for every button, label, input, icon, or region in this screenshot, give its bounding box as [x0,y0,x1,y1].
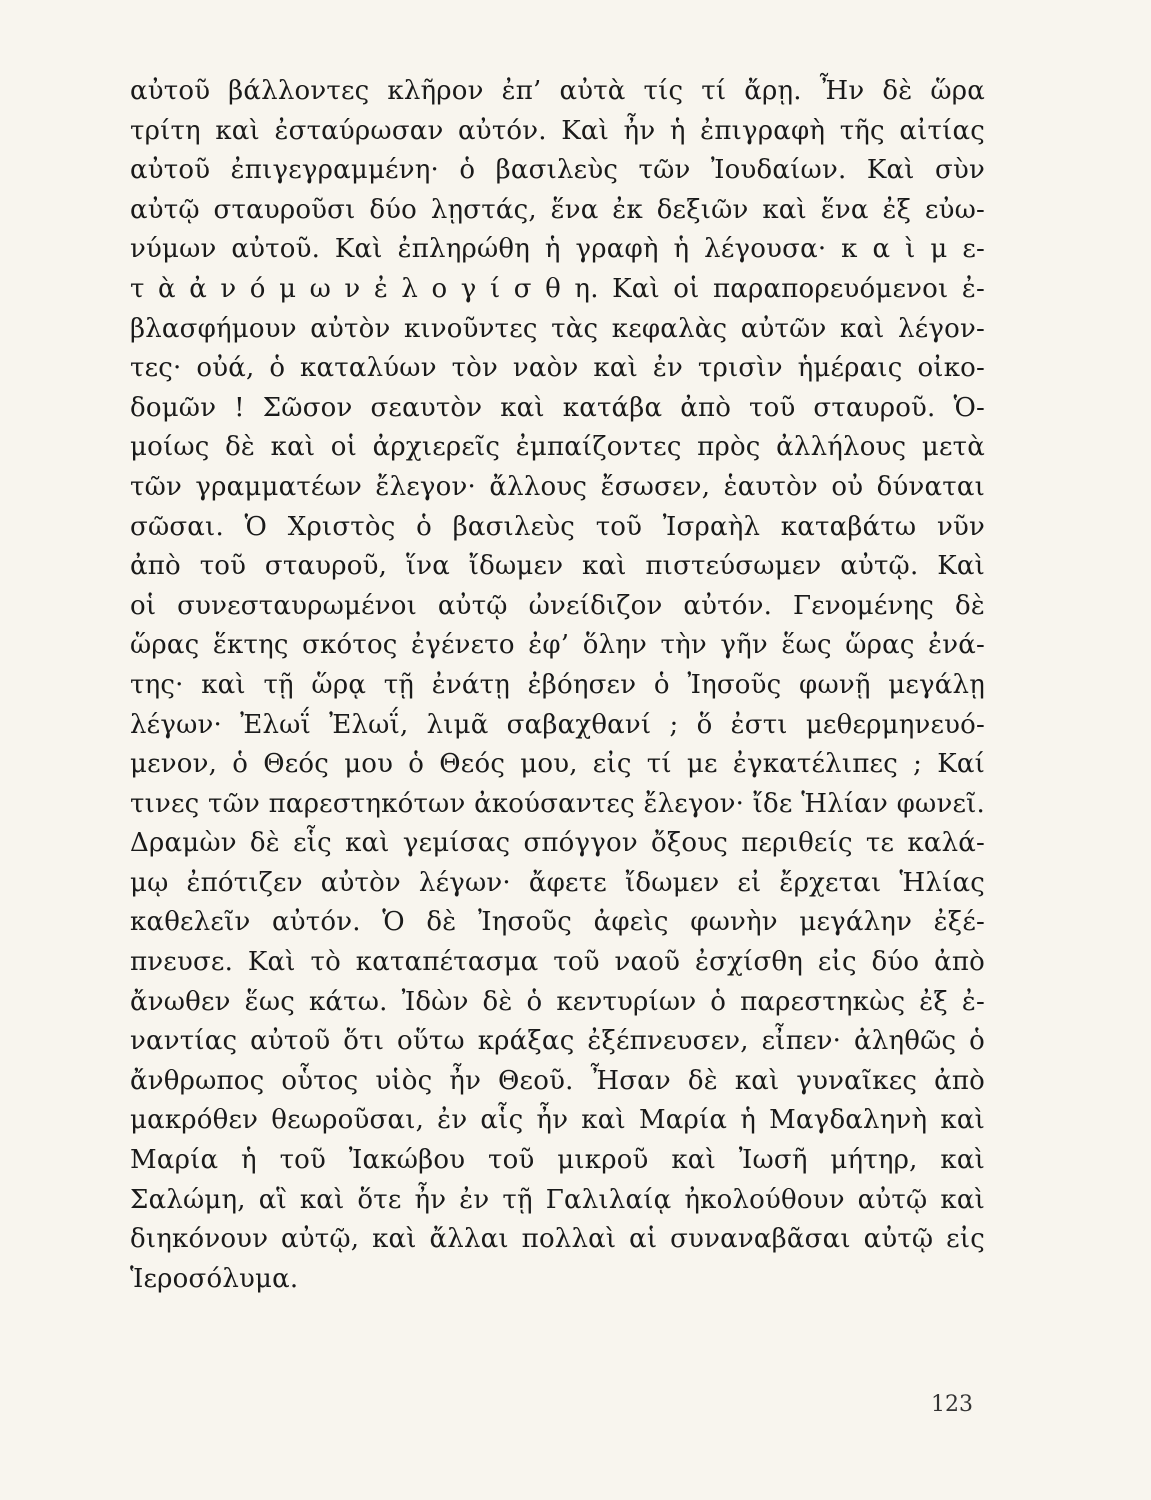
text-line: σῶσαι. Ὁ Χριστὸς ὁ βασιλεὺς τοῦ Ἰσραὴλ καταβάτω νῦν [130,511,985,542]
text-line: μῳ ἐπότιζεν αὐτὸν λέγων· ἄφετε ἴδωμεν εἰ ἔρχεται Ἡλίας [130,867,985,898]
text-line: αὐτοῦ ἐπιγεγραμμένη· ὁ βασιλεὺς τῶν Ἰουδαίων. Καὶ σὺν [130,155,985,186]
text-line: ἄνωθεν ἕως κάτω. Ἰδὼν δὲ ὁ κεντυρίων ὁ παρεστηκὼς ἐξ ἐ- [130,986,985,1017]
text-line: αὐτῷ σταυροῦσι δύο λῃστάς, ἕνα ἐκ δεξιῶν καὶ ἕνα ἐξ εὐω- [130,194,985,225]
text-line: ἄνθρωπος οὗτος υἱὸς ἦν Θεοῦ. Ἦσαν δὲ καὶ γυναῖκες ἀπὸ [130,1065,985,1096]
text-line: τ ὰ ἀ ν ό μ ω ν ἐ λ ο γ ί σ θ η. Καὶ οἱ παραπορευόμενοι ἐ- [130,273,985,304]
text-line: οἱ συνεσταυρωμένοι αὐτῷ ὠνείδιζον αὐτόν. Γενομένης δὲ [130,590,985,621]
text-line: διηκόνουν αὐτῷ, καὶ ἄλλαι πολλαὶ αἱ συναναβᾶσαι αὐτῷ εἰς [130,1224,985,1255]
body-text [130,72,985,1299]
text-line: μενον, ὁ Θεός μου ὁ Θεός μου, εἰς τί με ἐγκατέλιπες ; Καί [130,749,985,780]
text-line: μακρόθεν θεωροῦσαι, ἐν αἷς ἦν καὶ Μαρία ἡ Μαγδαληνὴ καὶ [130,1105,985,1136]
text-line: ἀπὸ τοῦ σταυροῦ, ἵνα ἴδωμεν καὶ πιστεύσωμεν αὐτῷ. Καὶ [130,551,985,582]
text-line: Μαρία ἡ τοῦ Ἰακώβου τοῦ μικροῦ καὶ Ἰωσῆ μήτηρ, καὶ [130,1145,985,1176]
text-line: ναντίας αὐτοῦ ὅτι οὕτω κράξας ἐξέπνευσεν, εἶπεν· ἀληθῶς ὁ [130,1026,985,1057]
text-line: πνευσε. Καὶ τὸ καταπέτασμα τοῦ ναοῦ ἐσχίσθη εἰς δύο ἀπὸ [130,947,985,978]
text-line: της· καὶ τῇ ὥρᾳ τῇ ἐνάτῃ ἐβόησεν ὁ Ἰησοῦς φωνῇ μεγάλῃ [130,669,985,700]
page-number: 123 [931,1392,973,1417]
text-line: καθελεῖν αὐτόν. Ὁ δὲ Ἰησοῦς ἀφεὶς φωνὴν μεγάλην ἐξέ- [130,907,985,938]
text-line: βλασφήμουν αὐτὸν κινοῦντες τὰς κεφαλὰς αὐτῶν καὶ λέγον- [130,313,985,344]
text-line: νύμων αὐτοῦ. Καὶ ἐπληρώθη ἡ γραφὴ ἡ λέγουσα· κ α ὶ μ ε- [130,234,985,265]
text-line: λέγων· Ἐλωΐ Ἐλωΐ, λιμᾶ σαβαχθανί ; ὅ ἐστι μεθερμηνευό- [130,709,985,740]
text-line: ὥρας ἕκτης σκότος ἐγένετο ἐφ’ ὅλην τὴν γῆν ἕως ὥρας ἐνά- [130,630,985,661]
text-line: τες· οὐά, ὁ καταλύων τὸν ναὸν καὶ ἐν τρισὶν ἡμέραις οἰκο- [130,353,985,384]
text-line: τῶν γραμματέων ἔλεγον· ἄλλους ἔσωσεν, ἑαυτὸν οὐ δύναται [130,471,985,502]
text-line: Ἱεροσόλυμα. [130,1263,299,1294]
text-line: Δραμὼν δὲ εἷς καὶ γεμίσας σπόγγον ὄξους περιθείς τε καλά- [130,828,985,859]
text-line: τινες τῶν παρεστηκότων ἀκούσαντες ἔλεγον· ἴδε Ἡλίαν φωνεῖ. [130,788,985,819]
text-line: αὐτοῦ βάλλοντες κλῆρον ἐπ’ αὐτὰ τίς τί ἄρῃ. Ἦν δὲ ὥρα [130,76,985,106]
text-line: δομῶν ! Σῶσον σεαυτὸν καὶ κατάβα ἀπὸ τοῦ σταυροῦ. Ὁ- [130,392,985,423]
text-line: Σαλώμη, αἳ καὶ ὅτε ἦν ἐν τῇ Γαλιλαίᾳ ἠκολούθουν αὐτῷ καὶ [130,1184,985,1215]
text-line: τρίτη καὶ ἐσταύρωσαν αὐτόν. Καὶ ἦν ἡ ἐπιγραφὴ τῆς αἰτίας [130,115,985,146]
text-line: μοίως δὲ καὶ οἱ ἀρχιερεῖς ἐμπαίζοντες πρὸς ἀλλήλους μετὰ [130,432,985,463]
